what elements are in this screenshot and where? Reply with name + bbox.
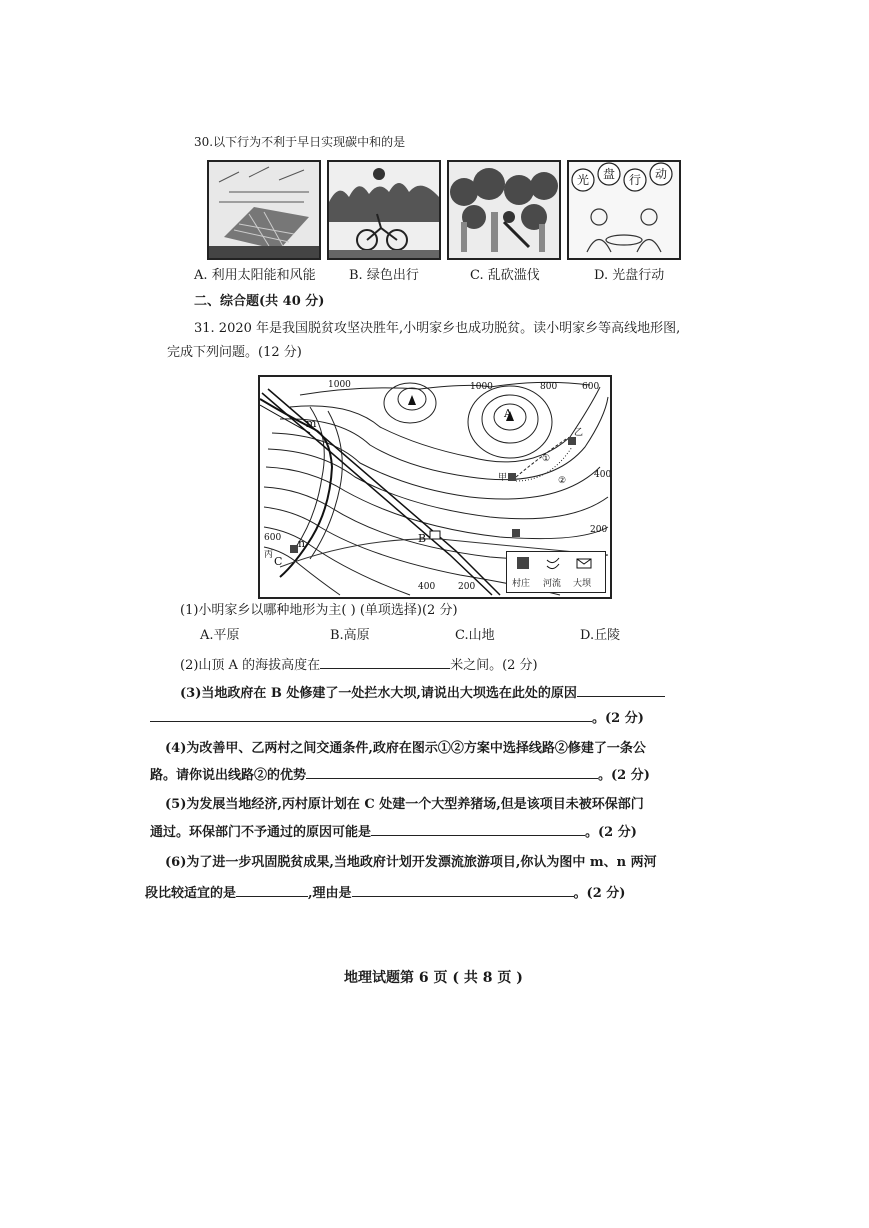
q31-sub6-line1: (6)为了进一步巩固脱贫成果,当地政府计划开发漂流旅游项目,你认为图中 m、n 两河 [165,855,657,870]
q31-stem-line1: 31. 2020 年是我国脱贫攻坚决胜年,小明家乡也成功脱贫。读小明家乡等高线地形图, [194,321,681,336]
q31-sub4-end: 。(2 分) [598,768,650,783]
point-c-label: C [274,555,283,568]
q31-sub4-line2 [150,766,650,784]
legend-river-label: 河流 [543,579,562,589]
q31-sub3-end: 。(2 分) [592,711,644,726]
poster-char-xing: 行 [628,173,642,187]
map-legend [506,551,606,593]
peak-icon [408,395,416,405]
q31-sub4-answer-blank[interactable] [306,766,598,779]
q31-sub1-option-d: D.丘陵 [580,628,621,643]
poster-char-pan: 盘 [602,167,616,181]
point-n-label: n [298,537,306,550]
q31-sub5-line2 [150,823,637,841]
village-yi-icon [568,437,576,445]
q31-sub3-line1: (3)当地政府在 B 处修建了一处拦水大坝,请说出大坝选在此处的原因 [180,686,577,701]
section-title: 二、综合题(共 40 分) [194,294,325,309]
q31-sub1: (1)小明家乡以哪种地形为主( ) (单项选择)(2 分) [180,603,458,618]
q30-option-a: A. 利用太阳能和风能 [194,268,316,283]
q31-sub3-answer-blank-2[interactable] [150,709,592,722]
q31-sub5-line2-before: 通过。环保部门不予通过的原因可能是 [150,825,372,840]
q31-sub6-mid: ,理由是 [308,886,352,901]
village-legend-icon [517,557,529,569]
q31-sub5-line1: (5)为发展当地经济,丙村原计划在 C 处建一个大型养猪场,但是该项目未被环保部门 [165,797,644,812]
q31-sub3-answer-blank-1[interactable] [577,684,665,697]
q31-stem-line2: 完成下列问题。(12 分) [167,345,302,360]
village-yi-label: 乙 [574,428,584,438]
village-icon [512,529,520,537]
q31-sub1-option-c: C.山地 [455,628,495,643]
clean-plate-image [567,160,681,260]
q30-option-c: C. 乱砍滥伐 [470,268,540,283]
point-m-label: m [306,417,317,430]
village-bing-icon [290,545,298,553]
poster-char-guang: 光 [576,173,590,187]
legend-dam-label: 大坝 [573,579,592,589]
solar-wind-image [207,160,321,260]
q31-sub5-answer-blank[interactable] [371,823,585,836]
contour-label-200: 200 [590,525,608,535]
q31-sub6-line2 [145,884,625,902]
village-bing-label: 丙 [264,550,274,560]
point-a-label: A [504,407,512,420]
q30-option-d: D. 光盘行动 [594,268,665,283]
contour-label-200-bottom: 200 [458,582,476,592]
contour-label-600: 600 [582,382,600,392]
q30-stem: 30.以下行为不利于早日实现碳中和的是 [194,135,406,149]
q31-sub2-after: 米之间。(2 分) [450,658,538,673]
point-b-label: B [418,532,427,545]
q31-sub4-line1: (4)为改善甲、乙两村之间交通条件,政府在图示①②方案中选择线路②修建了一条公 [165,741,646,756]
contour-label-1000a: 1000 [328,380,351,390]
q31-sub3 [180,684,665,702]
dam-b-icon [430,531,440,539]
contour-label-600-left: 600 [264,533,282,543]
q30-option-b: B. 绿色出行 [349,268,419,283]
route-2-label: ② [558,476,567,486]
legend-village-label: 村庄 [512,579,531,589]
q31-sub6-answer-blank-2[interactable] [352,884,574,897]
deforestation-image [447,160,561,260]
contour-label-400: 400 [594,470,610,480]
q31-sub2 [180,656,538,674]
river-legend-icon [547,558,559,569]
q31-sub1-option-b: B.高原 [330,628,370,643]
village-jia-icon [508,473,516,481]
q31-sub1-option-a: A.平原 [200,628,240,643]
q31-sub4-line2-before: 路。请你说出线路②的优势 [150,768,307,783]
page-footer: 地理试题第 6 页 ( 共 8 页 ) [344,970,523,986]
q31-sub3-line2 [150,709,644,727]
q31-sub6-line2-before: 段比较适宜的是 [145,886,237,901]
q31-sub2-answer-blank[interactable] [320,656,450,669]
contour-label-1000b: 1000 [470,382,493,392]
q31-sub6-end: 。(2 分) [573,886,626,901]
q31-sub2-before: (2)山顶 A 的海拔高度在 [180,658,321,673]
contour-map [258,375,612,599]
route-1-label: ① [542,454,551,464]
q31-sub6-answer-blank-1[interactable] [236,884,308,897]
contour-label-400-bottom: 400 [418,582,436,592]
contour-label-800: 800 [540,382,558,392]
q31-sub5-end: 。(2 分) [585,825,637,840]
village-jia-label: 甲 [498,473,508,483]
poster-char-dong: 动 [654,167,668,181]
cycling-image [327,160,441,260]
